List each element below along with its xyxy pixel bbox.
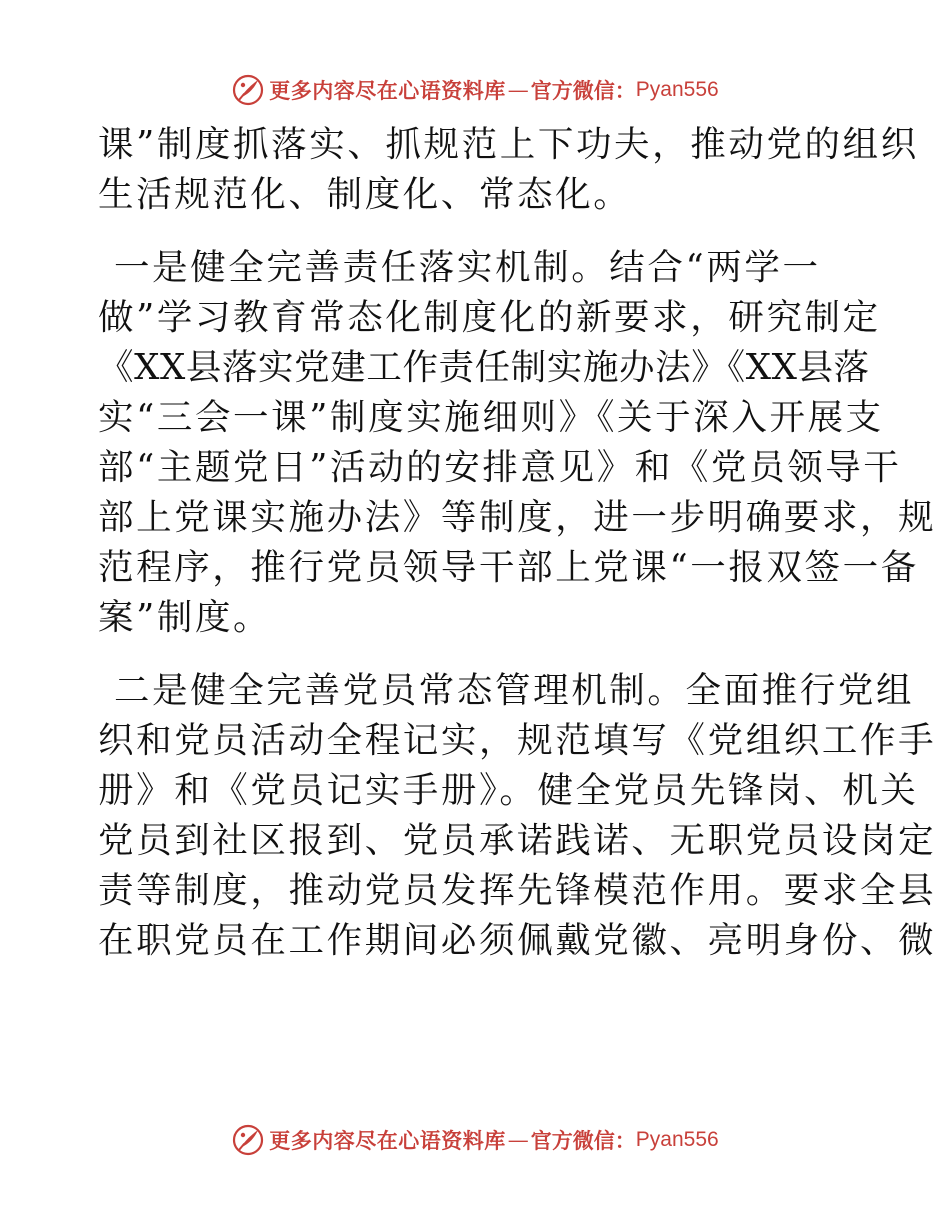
document-body xyxy=(98,120,937,966)
header-banner xyxy=(0,70,950,110)
paragraph xyxy=(98,120,919,220)
paragraph xyxy=(98,666,937,966)
quill-pen-logo-icon xyxy=(231,73,265,107)
quill-pen-logo-icon xyxy=(231,1123,265,1157)
banner-sub-text: 官方微信： xyxy=(530,78,636,103)
banner-wechat-id: Pyan556 xyxy=(635,1128,719,1151)
text-line: 课”制度抓落实、抓规范上下功夫，推动党的组织 xyxy=(98,124,919,165)
text-line: 实“三会一课”制度实施细则》《关于深入开展支 xyxy=(98,397,884,438)
footer-banner xyxy=(0,1120,950,1160)
banner-sub-text: 官方微信： xyxy=(530,1128,636,1153)
text-line: 册》和《党员记实手册》。健全党员先锋岗、机关 xyxy=(98,770,919,811)
banner-main-text: 更多内容尽在心语资料库 xyxy=(269,78,506,103)
text-line: 责等制度，推动党员发挥先锋模范作用。要求全县 xyxy=(98,870,937,911)
paragraph xyxy=(98,243,937,643)
text-line: 在职党员在工作期间必须佩戴党徽、亮明身份、微 xyxy=(98,920,937,961)
banner-dash: — xyxy=(507,78,529,102)
text-line: 织和党员活动全程记实，规范填写《党组织工作手 xyxy=(98,720,937,761)
banner-wechat-id: Pyan556 xyxy=(635,78,719,101)
banner-main-text: 更多内容尽在心语资料库 xyxy=(269,1128,506,1153)
text-line: 做”学习教育常态化制度化的新要求，研究制定 xyxy=(98,297,881,338)
text-line: 部“主题党日”活动的安排意见》和《党员领导干 xyxy=(98,447,902,488)
text-line: 党员到社区报到、党员承诺践诺、无职党员设岗定 xyxy=(98,820,937,861)
text-line: 二是健全完善党员常态管理机制。全面推行党组 xyxy=(114,670,915,711)
text-line: 范程序，推行党员领导干部上党课“一报双签一备 xyxy=(98,547,919,588)
text-line: 《XX县落实党建工作责任制实施办法》《XX县落 xyxy=(98,347,870,388)
text-line: 一是健全完善责任落实机制。结合“两学一 xyxy=(114,247,821,288)
text-line: 部上党课实施办法》等制度，进一步明确要求，规 xyxy=(98,497,937,538)
text-line: 生活规范化、制度化、常态化。 xyxy=(98,174,632,215)
banner-dash: — xyxy=(507,1128,529,1152)
text-line: 案”制度。 xyxy=(98,597,272,638)
